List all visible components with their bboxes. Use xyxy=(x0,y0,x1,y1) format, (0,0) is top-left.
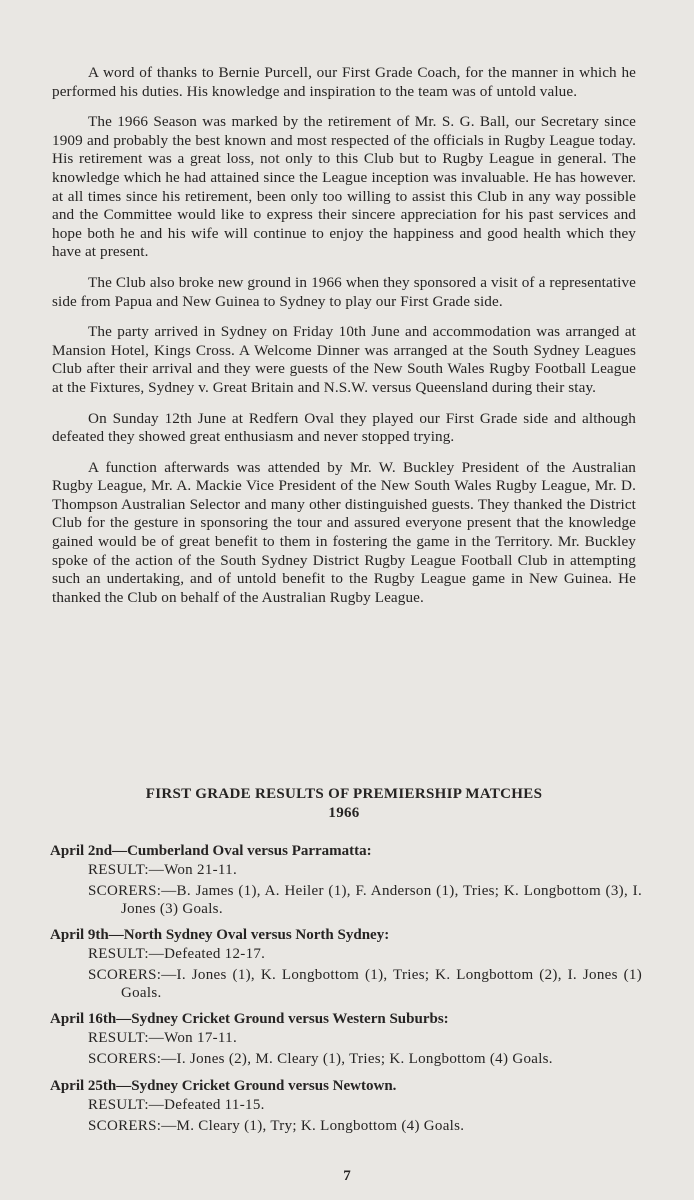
match-title: April 2nd—Cumberland Oval versus Parramatta: xyxy=(50,843,372,859)
section-heading xyxy=(52,785,636,823)
match-results-list xyxy=(50,842,642,1143)
paragraph-coach-thanks: A word of thanks to Bernie Purcell, our First Grade Coach, for the manner in which he performed his duties. His knowledge and inspiration to the team was of untold value. xyxy=(52,64,636,100)
match-title: April 16th—Sydney Cricket Ground versus Western Suburbs: xyxy=(50,1011,449,1027)
section-title: FIRST GRADE RESULTS OF PREMIERSHIP MATCHES xyxy=(145,786,543,802)
match-scorers: SCORERS:—M. Cleary (1), Try; K. Longbottom (4) Goals. xyxy=(88,1117,465,1134)
page-number: 7 xyxy=(343,1168,351,1184)
match-title: April 9th—North Sydney Oval versus North Sydney: xyxy=(50,927,390,943)
body-text xyxy=(52,64,636,619)
match-entry xyxy=(50,842,642,918)
match-entry xyxy=(50,1077,642,1136)
match-result: RESULT:—Defeated 12-17. xyxy=(88,946,266,962)
match-entry xyxy=(50,1010,642,1069)
paragraph-redfern-match: On Sunday 12th June at Redfern Oval they played our First Grade side and although defeated they showed great enthusiasm and never stopped trying. xyxy=(52,409,636,446)
paragraph-party-arrival: The party arrived in Sydney on Friday 10th June and accommodation was arranged at Mansion Hotel, Kings Cross. A Welcome Dinner was arranged at the South Sydney Leagues Club after their arrival and they were guests of the New South Wales Rugby Football League at the Fixtures, Sydney v. Great Britain and N.S.W. versus Queensland during their stay. xyxy=(52,323,636,396)
match-title: April 25th—Sydney Cricket Ground versus Newtown. xyxy=(50,1077,397,1094)
paragraph-secretary-retirement: The 1966 Season was marked by the retirement of Mr. S. G. Ball, our Secretary since 1909 and probably the best known and most respected of the officials in Rugby League today. His retirement was a great loss, not only to this Club but to Rugby League in general. The knowledge which he had attained since the League inception was invaluable. He has however. at all times since his retirement, been only too willing to assist this Club in any way possible and the Committee would like to express their sincere appreciation for his past services and hope both he and his wife will continue to enjoy the happiness and good health which they have at present. xyxy=(52,113,636,261)
match-result: RESULT:—Won 17-11. xyxy=(88,1030,238,1046)
match-scorers: SCORERS:—I. Jones (2), M. Cleary (1), Tries; K. Longbottom (4) Goals. xyxy=(88,1051,553,1067)
match-result: RESULT:—Defeated 11-15. xyxy=(88,1096,265,1113)
match-scorers: SCORERS:—B. James (1), A. Heiler (1), F. Anderson (1), Tries; K. Longbottom (3), I. Jones (3) Goals. xyxy=(88,883,642,917)
paragraph-function: A function afterwards was attended by Mr. W. Buckley President of the Australian Rugby League, Mr. A. Mackie Vice President of the New South Wales Rugby League, Mr. D. Thompson Australian Selector and many other distinguished guests. They thanked the District Club for the gesture in sponsoring the tour and assured everyone present that the knowledge gained would be of great benefit to them in fostering the game in the Territory. Mr. Buckley spoke of the action of the South Sydney District Rugby League Football Club in attempting such an undertaking, and of untold benefit to the Rugby League game in New Guinea. He thanked the Club on behalf of the Australian Rugby League. xyxy=(52,458,636,606)
paragraph-papua-visit: The Club also broke new ground in 1966 when they sponsored a visit of a representative side from Papua and New Guinea to Sydney to play our First Grade side. xyxy=(52,273,636,310)
match-entry xyxy=(50,926,642,1002)
match-result: RESULT:—Won 21-11. xyxy=(88,862,238,878)
match-scorers: SCORERS:—I. Jones (1), K. Longbottom (1), Tries; K. Longbottom (2), I. Jones (1) Goals. xyxy=(88,967,642,1001)
section-year: 1966 xyxy=(328,805,360,821)
